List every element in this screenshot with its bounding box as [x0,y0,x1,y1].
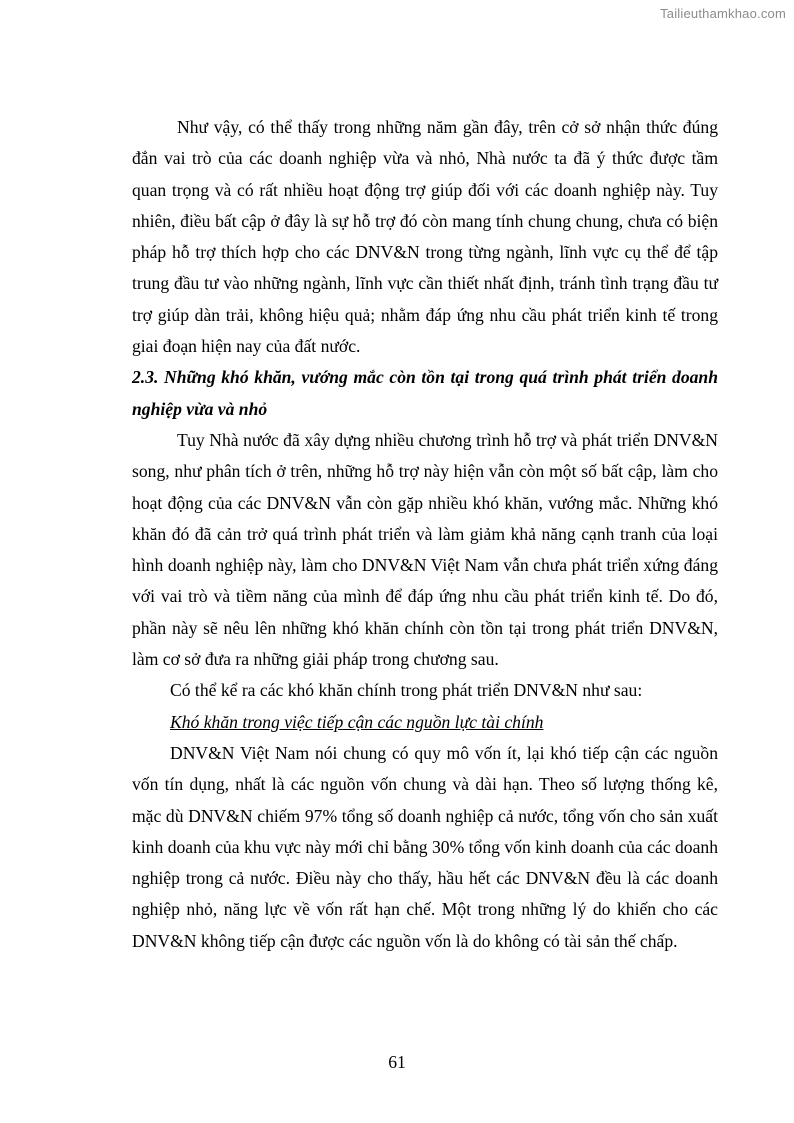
paragraph-3: Có thể kể ra các khó khăn chính trong phát triển DNV&N như sau: [170,680,643,701]
section-heading: 2.3. Những khó khăn, vướng mắc còn tồn tại trong quá trình phát triển doanh nghiệp vừa và nhỏ [132,367,718,419]
page-number: 61 [388,1052,406,1072]
page-body [132,112,718,957]
subsection-heading: Khó khăn trong việc tiếp cận các nguồn lực tài chính [170,711,544,732]
paragraph-4: DNV&N Việt Nam nói chung có quy mô vốn ít, lại khó tiếp cận các nguồn vốn tín dụng, nhất là các nguồn vốn chung và dài hạn. Theo số lượng thống kê, mặc dù DNV&N chiếm 97% tổng số doanh nghiệp cả nước, tổng vốn cho sản xuất kinh doanh của khu vực này mới chỉ bằng 30% tổng vốn kinh doanh của các doanh nghiệp trong cả nước. Điều này cho thấy, hầu hết các DNV&N đều là các doanh nghiệp nhỏ, năng lực về vốn rất hạn chế. Một trong những lý do khiến cho các DNV&N không tiếp cận được các nguồn vốn là do không có tài sản thế chấp. [132,742,718,951]
watermark-text: Tailieuthamkhao.com [660,6,786,21]
paragraph-2: Tuy Nhà nước đã xây dựng nhiều chương trình hỗ trợ và phát triển DNV&N song, như phân tích ở trên, những hỗ trợ này hiện vẫn còn một số bất cập, làm cho hoạt động của các DNV&N vẫn còn gặp nhiều khó khăn, vướng mắc. Những khó khăn đó đã cản trở quá trình phát triển và làm giảm khả năng cạnh tranh của loại hình doanh nghiệp này, làm cho DNV&N Việt Nam vẫn chưa phát triển xứng đáng với vai trò và tiềm năng của mình để đáp ứng nhu cầu phát triển kinh tế. Do đó, phần này sẽ nêu lên những khó khăn chính còn tồn tại trong phát triển DNV&N, làm cơ sở đưa ra những giải pháp trong chương sau. [132,429,718,670]
paragraph-1: Như vậy, có thể thấy trong những năm gần đây, trên cở sở nhận thức đúng đắn vai trò của các doanh nghiệp vừa và nhỏ, Nhà nước ta đã ý thức được tầm quan trọng và có rất nhiều hoạt động trợ giúp đối với các doanh nghiệp này. Tuy nhiên, điều bất cập ở đây là sự hỗ trợ đó còn mang tính chung chung, chưa có biện pháp hỗ trợ thích hợp cho các DNV&N trong từng ngành, lĩnh vực cụ thể để tập trung đầu tư vào những ngành, lĩnh vực cần thiết nhất định, tránh tình trạng đầu tư trợ giúp dàn trải, không hiệu quả; nhằm đáp ứng nhu cầu phát triển kinh tế trong giai đoạn hiện nay của đất nước. [132,117,718,357]
